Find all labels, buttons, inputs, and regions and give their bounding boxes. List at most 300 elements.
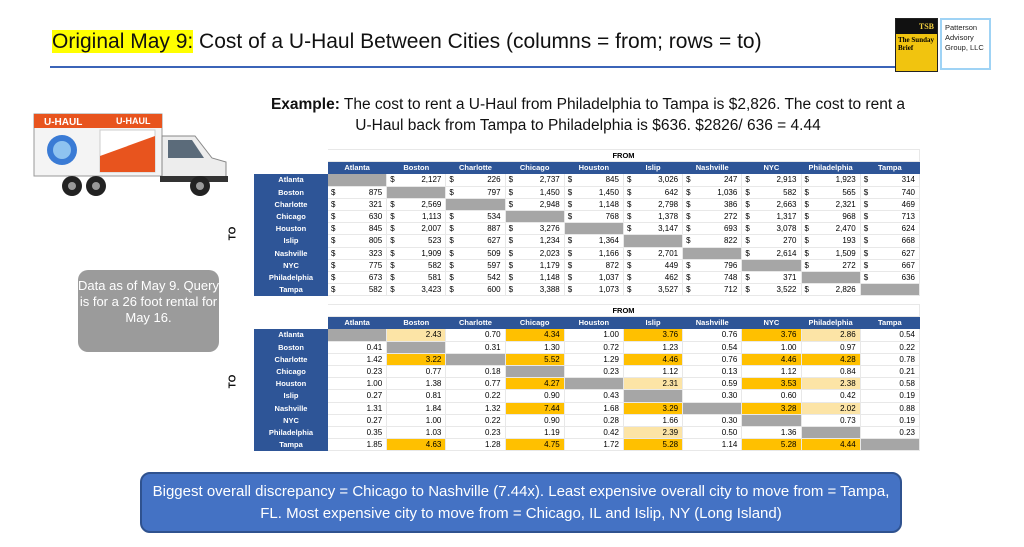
data-note-box: Data as of May 9. Query is for a 26 foot rental for May 16. (78, 270, 219, 352)
ratio-cell (387, 390, 446, 402)
cell-value: 1.12 (662, 367, 679, 377)
row-header: Philadelphia (255, 271, 328, 283)
cell-value: 3.53 (780, 379, 797, 389)
ratio-cell (446, 329, 505, 341)
cell-value: 627 (487, 236, 501, 246)
dollar-sign: $ (331, 212, 336, 222)
cell-value: 1.00 (603, 330, 619, 340)
ratio-cell (387, 378, 446, 390)
ratio-cell (446, 390, 505, 402)
cost-cell (505, 284, 564, 296)
table-row (255, 186, 920, 198)
dollar-sign: $ (449, 224, 454, 234)
table-row (255, 353, 920, 365)
cost-cell (328, 210, 387, 222)
dollar-sign: $ (745, 187, 750, 197)
cell-value: 2,007 (421, 224, 442, 234)
dollar-sign: $ (390, 236, 395, 246)
ratio-cell (328, 426, 387, 438)
ratio-cell (801, 353, 860, 365)
cell-value: 4.28 (840, 354, 856, 364)
table-row (255, 235, 920, 247)
diagonal-cell (623, 235, 682, 247)
ratio-cell (860, 329, 919, 341)
ratio-cell (446, 414, 505, 426)
cost-cell (387, 235, 446, 247)
dollar-sign: $ (390, 175, 395, 185)
ratio-cell (328, 414, 387, 426)
cell-value: 2,913 (776, 175, 797, 185)
cost-cell (564, 186, 623, 198)
cost-cell (623, 259, 682, 271)
dollar-sign: $ (449, 285, 454, 295)
ratio-cell (505, 378, 564, 390)
cost-cell (564, 210, 623, 222)
ratio-cell (801, 341, 860, 353)
cell-value: 667 (901, 260, 915, 270)
cell-value: 1.85 (366, 440, 383, 450)
ratio-cell (623, 329, 682, 341)
cell-value: 845 (368, 224, 383, 234)
dollar-sign: $ (745, 212, 750, 222)
column-header: Charlotte (446, 162, 505, 174)
ratio-cell (801, 329, 860, 341)
cell-value: 4.75 (544, 440, 560, 450)
cell-value: 845 (605, 175, 619, 185)
diagonal-cell (860, 284, 919, 296)
dollar-sign: $ (863, 212, 869, 222)
cell-value: 2,614 (776, 248, 797, 258)
cost-cell (446, 223, 505, 235)
dollar-sign: $ (449, 236, 454, 246)
title-date-highlight: Original May 9: (52, 30, 194, 53)
table-row (255, 402, 920, 414)
dollar-sign: $ (567, 248, 573, 258)
ratio-cell (328, 402, 387, 414)
cell-value: 1.12 (780, 367, 797, 377)
dollar-sign: $ (863, 260, 869, 270)
ratio-cell (328, 439, 387, 451)
ratio-cell (387, 365, 446, 377)
cost-cell (742, 186, 801, 198)
cell-value: 0.31 (484, 342, 501, 352)
ratio-cell (328, 378, 387, 390)
ratio-cell (801, 439, 860, 451)
dollar-sign: $ (804, 248, 809, 258)
ratio-cell (328, 390, 387, 402)
dollar-sign: $ (626, 224, 632, 234)
cell-value: 0.18 (484, 367, 501, 377)
dollar-sign: $ (863, 187, 869, 197)
column-header: Islip (623, 317, 682, 329)
table-row (255, 271, 920, 283)
cell-value: 1,036 (717, 187, 738, 197)
dollar-sign: $ (567, 236, 573, 246)
cell-value: 0.76 (721, 330, 738, 340)
ratio-cell (623, 414, 682, 426)
dollar-sign: $ (804, 236, 809, 246)
dollar-sign: $ (508, 187, 514, 197)
cell-value: 247 (723, 175, 738, 185)
cost-cell (623, 284, 682, 296)
cell-value: 272 (723, 212, 738, 222)
cell-value: 0.59 (721, 379, 738, 389)
cell-value: 0.42 (840, 391, 856, 401)
diagonal-cell (564, 223, 623, 235)
cost-table (254, 149, 920, 296)
ratio-cell (505, 341, 564, 353)
ratio-cell (683, 439, 742, 451)
row-header: Tampa (255, 284, 328, 296)
ratio-cell (328, 341, 387, 353)
cell-value: 805 (368, 236, 383, 246)
cell-value: 1,037 (598, 272, 619, 282)
cost-cell (801, 247, 860, 259)
ratio-cell (623, 353, 682, 365)
diagonal-cell (446, 198, 505, 210)
cost-cell (387, 223, 446, 235)
table-row (255, 259, 920, 271)
cost-cell (387, 259, 446, 271)
dollar-sign: $ (686, 175, 691, 185)
truck-brand-label: U-HAUL (44, 117, 83, 128)
cost-cell (446, 174, 505, 186)
cell-value: 2,321 (835, 199, 856, 209)
dollar-sign: $ (804, 175, 809, 185)
cost-cell (742, 247, 801, 259)
cell-value: 0.78 (899, 354, 915, 364)
cost-cell (564, 284, 623, 296)
cost-cell (860, 198, 919, 210)
cell-value: 0.13 (721, 367, 738, 377)
cost-cell (860, 174, 919, 186)
ratio-cell (742, 439, 801, 451)
cost-cell (623, 198, 682, 210)
cost-cell (387, 284, 446, 296)
cell-value: 4.63 (425, 440, 442, 450)
row-header: NYC (255, 414, 328, 426)
cost-cell (387, 210, 446, 222)
cell-value: 1.72 (603, 440, 619, 450)
cell-value: 2,470 (835, 224, 856, 234)
cost-cell (328, 259, 387, 271)
cell-value: 1.23 (662, 342, 679, 352)
cell-value: 624 (901, 224, 915, 234)
diagonal-cell (623, 390, 682, 402)
cell-value: 1.32 (484, 403, 501, 413)
cell-value: 1.29 (603, 354, 619, 364)
cost-cell (860, 259, 919, 271)
cost-cell (505, 198, 564, 210)
dollar-sign: $ (508, 236, 514, 246)
cell-value: 740 (901, 187, 915, 197)
cell-value: 5.28 (780, 440, 797, 450)
row-header: Philadelphia (255, 426, 328, 438)
dollar-sign: $ (331, 224, 336, 234)
cost-cell (623, 186, 682, 198)
dollar-sign: $ (863, 236, 869, 246)
ratio-cell (683, 414, 742, 426)
cell-value: 0.41 (366, 342, 383, 352)
ratio-cell (683, 341, 742, 353)
ratio-cell (860, 378, 919, 390)
dollar-sign: $ (449, 260, 454, 270)
cost-cell (742, 271, 801, 283)
cost-cell (328, 271, 387, 283)
ratio-cell (623, 365, 682, 377)
table-row (255, 426, 920, 438)
table-row (255, 223, 920, 235)
cell-value: 523 (428, 236, 442, 246)
cell-value: 1,450 (539, 187, 560, 197)
ratio-cell (801, 365, 860, 377)
ratio-cell (683, 426, 742, 438)
row-header: Nashville (255, 247, 328, 259)
dollar-sign: $ (449, 272, 454, 282)
cell-value: 2,798 (658, 199, 679, 209)
dollar-sign: $ (390, 199, 395, 209)
cost-cell (742, 235, 801, 247)
cell-value: 3,147 (658, 224, 679, 234)
ratio-cell (505, 426, 564, 438)
row-header: NYC (255, 259, 328, 271)
cell-value: 2.39 (662, 427, 679, 437)
sunday-brief-logo (895, 18, 938, 72)
diagonal-cell (801, 426, 860, 438)
dollar-sign: $ (331, 285, 336, 295)
dollar-sign: $ (863, 248, 869, 258)
ratio-cell (623, 341, 682, 353)
ratio-cell (860, 390, 919, 402)
cell-value: 1.38 (425, 379, 442, 389)
cell-value: 582 (428, 260, 442, 270)
dollar-sign: $ (745, 285, 750, 295)
table-row (255, 329, 920, 341)
cost-cell (860, 235, 919, 247)
dollar-sign: $ (331, 260, 336, 270)
ratio-cell (683, 390, 742, 402)
cost-cell (683, 235, 742, 247)
ratio-cell (564, 329, 623, 341)
ratio-cell (387, 402, 446, 414)
dollar-sign: $ (745, 272, 750, 282)
cell-value: 1,364 (598, 236, 619, 246)
cell-value: 1.28 (484, 440, 501, 450)
cell-value: 822 (723, 236, 738, 246)
cell-value: 712 (723, 285, 738, 295)
diagonal-cell (683, 402, 742, 414)
ratio-cell (683, 329, 742, 341)
dollar-sign: $ (508, 272, 514, 282)
ratio-cell (564, 426, 623, 438)
cell-value: 582 (368, 285, 383, 295)
dollar-sign: $ (449, 175, 454, 185)
dollar-sign: $ (390, 212, 395, 222)
cost-cell (860, 223, 919, 235)
diagonal-cell (683, 247, 742, 259)
cell-value: 1,113 (421, 212, 442, 222)
table-row (255, 284, 920, 296)
summary-box: Biggest overall discrepancy = Chicago to Nashville (7.44x). Least expensive overall city to move from = Tampa, FL. Most expensive city to move from = Chicago, IL and Islip, NY (Long Island) (140, 472, 902, 533)
table-row (255, 365, 920, 377)
cell-value: 693 (723, 224, 738, 234)
blank-cell (255, 162, 328, 174)
ratio-cell (446, 365, 505, 377)
cost-cell (328, 235, 387, 247)
cell-value: 2.43 (425, 330, 442, 340)
ratio-cell (623, 402, 682, 414)
cell-value: 0.23 (366, 367, 383, 377)
example-label: Example: (270, 96, 340, 113)
cost-cell (387, 271, 446, 283)
row-header: Boston (255, 186, 328, 198)
cell-value: 2,663 (776, 199, 797, 209)
column-header: Chicago (505, 162, 564, 174)
dollar-sign: $ (686, 285, 691, 295)
cell-value: 0.23 (899, 427, 915, 437)
cell-value: 0.54 (721, 342, 738, 352)
cell-value: 469 (901, 199, 915, 209)
ratio-cell (446, 426, 505, 438)
row-header: Chicago (255, 365, 328, 377)
ratio-cell (387, 329, 446, 341)
cost-cell (446, 284, 505, 296)
cost-cell (742, 174, 801, 186)
dollar-sign: $ (804, 260, 809, 270)
cell-value: 7.44 (544, 403, 560, 413)
ratio-cell (387, 439, 446, 451)
cell-value: 0.90 (544, 391, 560, 401)
cell-value: 1,166 (598, 248, 619, 258)
table-row (255, 439, 920, 451)
dollar-sign: $ (567, 212, 573, 222)
cell-value: 3,078 (776, 224, 797, 234)
ratio-cell (446, 439, 505, 451)
diagonal-cell (328, 329, 387, 341)
cell-value: 797 (487, 187, 501, 197)
column-header: Atlanta (328, 317, 387, 329)
ratio-cell (564, 353, 623, 365)
row-header: Charlotte (255, 353, 328, 365)
to-axis-label-bottom: TO (227, 374, 239, 389)
row-header: Charlotte (255, 198, 328, 210)
cost-cell (860, 271, 919, 283)
dollar-sign: $ (331, 248, 336, 258)
ratio-cell (505, 414, 564, 426)
row-header: Atlanta (255, 329, 328, 341)
cell-value: 1.42 (366, 354, 383, 364)
column-header: Boston (387, 317, 446, 329)
cell-value: 1,234 (539, 236, 560, 246)
cell-value: 0.23 (603, 367, 619, 377)
cell-value: 2.86 (840, 330, 856, 340)
ratio-cell (860, 414, 919, 426)
cost-cell (446, 186, 505, 198)
cost-cell (683, 210, 742, 222)
cost-cell (801, 259, 860, 271)
title-text: Cost of a U-Haul Between Cities (columns = from; rows = to) (193, 30, 762, 53)
cell-value: 5.28 (662, 440, 679, 450)
cell-value: 1.00 (780, 342, 797, 352)
diagonal-cell (387, 341, 446, 353)
dollar-sign: $ (390, 285, 395, 295)
dollar-sign: $ (567, 187, 573, 197)
column-header: Boston (387, 162, 446, 174)
cost-cell (564, 271, 623, 283)
page-title (52, 30, 762, 54)
from-axis-label: FROM (328, 150, 920, 162)
cost-cell (623, 174, 682, 186)
cell-value: 3,388 (539, 285, 560, 295)
diagonal-cell (801, 271, 860, 283)
column-header: Tampa (860, 317, 919, 329)
dollar-sign: $ (390, 260, 395, 270)
ratio-cell (564, 365, 623, 377)
dollar-sign: $ (863, 199, 869, 209)
cell-value: 0.35 (366, 427, 383, 437)
cell-value: 581 (428, 272, 442, 282)
dollar-sign: $ (686, 187, 691, 197)
cell-value: 0.23 (484, 427, 501, 437)
dollar-sign: $ (331, 187, 336, 197)
cell-value: 3.22 (425, 354, 442, 364)
dollar-sign: $ (508, 260, 514, 270)
cell-value: 1.00 (425, 415, 442, 425)
dollar-sign: $ (567, 272, 573, 282)
cost-cell (446, 235, 505, 247)
cell-value: 2.31 (662, 379, 679, 389)
cell-value: 2,023 (539, 248, 560, 258)
cost-cell (505, 259, 564, 271)
dollar-sign: $ (804, 224, 809, 234)
dollar-sign: $ (626, 175, 632, 185)
cost-cell (446, 259, 505, 271)
cost-cell (328, 186, 387, 198)
cell-value: 4.27 (544, 379, 560, 389)
cost-cell (801, 223, 860, 235)
cost-cell (683, 174, 742, 186)
cost-cell (387, 247, 446, 259)
ratio-cell (564, 341, 623, 353)
dollar-sign: $ (686, 272, 691, 282)
dollar-sign: $ (331, 236, 336, 246)
dollar-sign: $ (626, 212, 632, 222)
dollar-sign: $ (508, 248, 514, 258)
row-header: Houston (255, 223, 328, 235)
cell-value: 748 (723, 272, 738, 282)
cell-value: 0.19 (899, 415, 915, 425)
diagonal-cell (742, 259, 801, 271)
column-header: Nashville (683, 317, 742, 329)
cell-value: 887 (487, 224, 501, 234)
dollar-sign: $ (567, 199, 573, 209)
cell-value: 2,826 (835, 285, 856, 295)
cost-cell (328, 223, 387, 235)
column-header: Islip (623, 162, 682, 174)
dollar-sign: $ (508, 285, 514, 295)
cost-cell (860, 186, 919, 198)
ratio-cell (505, 353, 564, 365)
cell-value: 3,522 (776, 285, 797, 295)
cost-cell (683, 284, 742, 296)
cell-value: 449 (664, 260, 679, 270)
cost-cell (683, 223, 742, 235)
dollar-sign: $ (508, 175, 514, 185)
cell-value: 0.76 (721, 354, 738, 364)
cell-value: 875 (368, 187, 383, 197)
cost-cell (564, 198, 623, 210)
dollar-sign: $ (449, 187, 454, 197)
